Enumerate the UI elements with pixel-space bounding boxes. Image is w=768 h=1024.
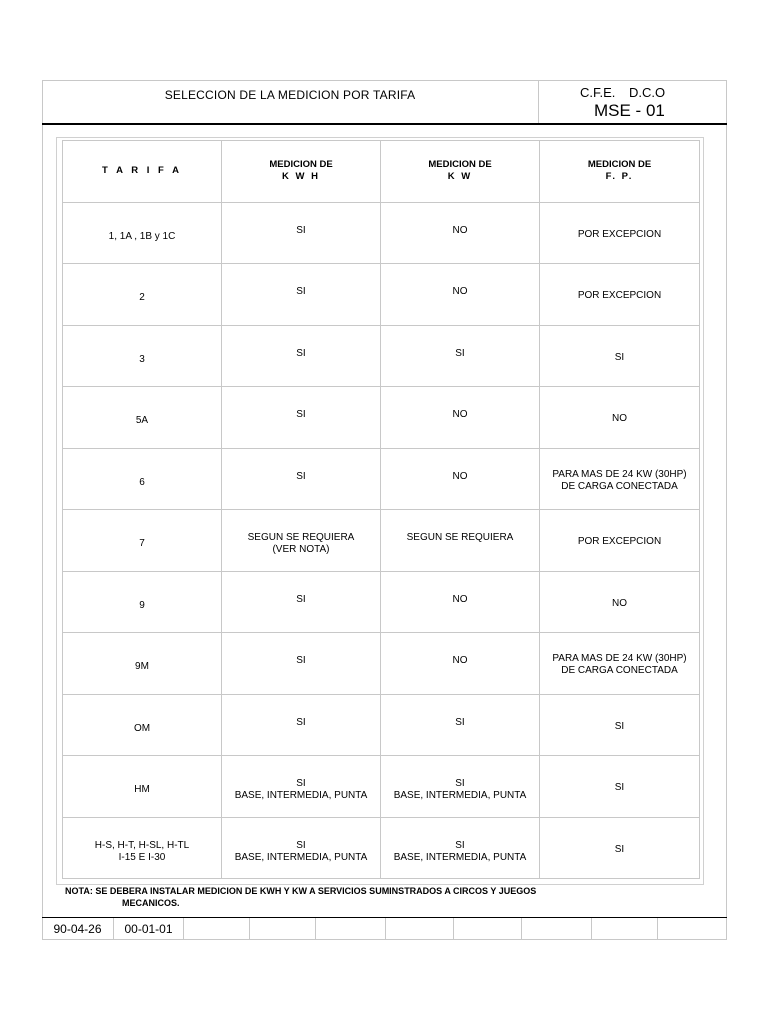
fp-value: POR EXCEPCION (577, 228, 662, 240)
fp-value: DE CARGA CONECTADA (561, 665, 678, 677)
fp-cell (540, 694, 700, 756)
table-row (63, 694, 700, 756)
column-header-line: MEDICION DE (269, 159, 333, 171)
footer-cell-empty (522, 918, 592, 940)
tarifa-cell (63, 817, 222, 879)
kw-value: SI (455, 839, 465, 851)
table-row (63, 202, 700, 264)
fp-value: POR EXCEPCION (577, 290, 662, 302)
kw-cell (381, 694, 540, 756)
column-header-tarifa (63, 141, 222, 203)
kw-cell (381, 387, 540, 449)
fp-cell (540, 325, 700, 387)
table-row (63, 387, 700, 449)
table-body (63, 202, 700, 879)
tarifa-value: 7 (139, 538, 145, 550)
table-row (63, 817, 700, 879)
column-header-line: F. P. (605, 171, 634, 183)
fp-value: SI (614, 351, 625, 363)
header-rule (42, 123, 727, 125)
footer-cell-empty (316, 918, 386, 940)
kwh-value: SI (296, 470, 306, 482)
kwh-value: BASE, INTERMEDIA, PUNTA (234, 851, 368, 863)
kw-cell (381, 510, 540, 572)
footer-cell-empty (592, 918, 658, 940)
note (65, 885, 665, 909)
kwh-value: SI (296, 655, 306, 666)
kw-cell (381, 325, 540, 387)
table-row (63, 510, 700, 572)
column-header-fp (540, 141, 700, 203)
kwh-value: SI (296, 593, 306, 605)
footer-cell-empty (454, 918, 522, 940)
kwh-cell (222, 571, 381, 633)
tarifa-value: 1, 1A , 1B y 1C (108, 230, 176, 242)
kwh-value: SEGUN SE REQUIERA (247, 532, 355, 543)
tarifa-value: 5A (135, 415, 149, 427)
document-title: SELECCION DE LA MEDICION POR TARIFA (164, 88, 416, 102)
kw-cell (381, 448, 540, 510)
tarifa-value: OM (133, 722, 151, 734)
tarifa-cell (63, 633, 222, 695)
kwh-value: SI (296, 347, 306, 359)
kwh-cell (222, 387, 381, 449)
kw-value: NO (452, 655, 468, 666)
column-header-line: MEDICION DE (587, 159, 652, 171)
kw-value: NO (452, 224, 468, 236)
fp-cell (540, 510, 700, 572)
kwh-value: SI (296, 778, 306, 789)
kwh-cell (222, 633, 381, 695)
kwh-value: SI (296, 716, 306, 728)
kw-value: SI (455, 716, 465, 728)
tarifa-cell (63, 387, 222, 449)
fp-value: SI (614, 843, 625, 855)
kwh-cell (222, 694, 381, 756)
fp-value: PARA MAS DE 24 KW (30HP) (552, 468, 687, 480)
document-code: MSE - 01 (594, 101, 665, 120)
footer-cell-empty (658, 918, 727, 940)
table-row (63, 571, 700, 633)
organization-label: C.F.E. D.C.O (580, 85, 666, 100)
fp-value: PARA MAS DE 24 KW (30HP) (552, 653, 687, 665)
column-header-line: K W (447, 171, 473, 183)
footer-date-revised: 00-01-01 (114, 918, 184, 940)
tarifa-cell (63, 202, 222, 264)
kw-cell (381, 817, 540, 879)
column-header-kw (381, 141, 540, 203)
tarifa-cell (63, 571, 222, 633)
kw-cell (381, 202, 540, 264)
tarifa-value: 9M (135, 661, 149, 673)
kw-value: NO (452, 470, 468, 482)
kwh-value: SI (296, 409, 306, 420)
fp-cell (540, 633, 700, 695)
kwh-cell (222, 264, 381, 326)
kw-cell (381, 756, 540, 818)
tarifa-value: 9 (139, 599, 145, 611)
tarifa-cell (63, 756, 222, 818)
kwh-cell (222, 448, 381, 510)
footer-cell-empty (250, 918, 316, 940)
tariff-table (62, 140, 700, 879)
kw-value: SI (455, 778, 465, 789)
kw-value: BASE, INTERMEDIA, PUNTA (393, 851, 527, 863)
fp-value: DE CARGA CONECTADA (561, 480, 678, 492)
fp-value: NO (612, 413, 627, 425)
kw-value: NO (452, 286, 468, 297)
table-row (63, 633, 700, 695)
column-header-kwh (222, 141, 381, 203)
column-header-line: K W H (282, 171, 320, 183)
table-header (63, 141, 700, 203)
tarifa-cell (63, 510, 222, 572)
note-line-1: NOTA: SE DEBERA INSTALAR MEDICION DE KWH Y KW A SERVICIOS SUMINSTRADOS A CIRCOS Y JUEGOS (65, 886, 537, 896)
column-header-line: MEDICION DE (428, 159, 492, 171)
kw-value: SI (455, 347, 465, 359)
table-row (63, 325, 700, 387)
tarifa-cell (63, 264, 222, 326)
kwh-cell (222, 817, 381, 879)
footer-cell-empty (386, 918, 454, 940)
table-row (63, 264, 700, 326)
kwh-cell (222, 756, 381, 818)
footer-date-issued: 90-04-26 (42, 918, 114, 940)
tarifa-value: 6 (139, 476, 145, 488)
kwh-cell (222, 325, 381, 387)
header-divider (538, 80, 539, 124)
fp-cell (540, 448, 700, 510)
tarifa-value: I-15 E I-30 (118, 851, 166, 863)
kwh-value: (VER NOTA) (272, 544, 330, 555)
kwh-value: SI (296, 839, 306, 851)
kw-value: BASE, INTERMEDIA, PUNTA (393, 790, 527, 801)
fp-cell (540, 264, 700, 326)
fp-value: SI (614, 782, 625, 794)
kw-value: NO (452, 593, 468, 605)
column-header-line: T A R I F A (102, 165, 182, 177)
kw-cell (381, 633, 540, 695)
note-line-2: MECANICOS. (122, 898, 180, 908)
kwh-value: SI (296, 224, 306, 236)
tarifa-value: H-S, H-T, H-SL, H-TL (94, 839, 190, 851)
tarifa-cell (63, 325, 222, 387)
kw-cell (381, 264, 540, 326)
tarifa-value: 3 (139, 353, 145, 365)
footer-row (42, 918, 727, 940)
tarifa-cell (63, 448, 222, 510)
fp-cell (540, 756, 700, 818)
tarifa-value: 2 (139, 292, 145, 304)
fp-cell (540, 571, 700, 633)
table-row (63, 756, 700, 818)
footer-cell-empty (184, 918, 250, 940)
kw-cell (381, 571, 540, 633)
kw-value: SEGUN SE REQUIERA (406, 532, 514, 543)
tarifa-value: HM (134, 784, 150, 796)
fp-cell (540, 387, 700, 449)
kwh-value: BASE, INTERMEDIA, PUNTA (234, 790, 368, 801)
kw-value: NO (452, 409, 468, 420)
fp-cell (540, 202, 700, 264)
table-row (63, 448, 700, 510)
fp-cell (540, 817, 700, 879)
kwh-cell (222, 202, 381, 264)
tarifa-cell (63, 694, 222, 756)
kwh-cell (222, 510, 381, 572)
fp-value: NO (612, 597, 627, 609)
fp-value: POR EXCEPCION (577, 536, 662, 548)
fp-value: SI (614, 720, 625, 732)
kwh-value: SI (296, 286, 306, 297)
